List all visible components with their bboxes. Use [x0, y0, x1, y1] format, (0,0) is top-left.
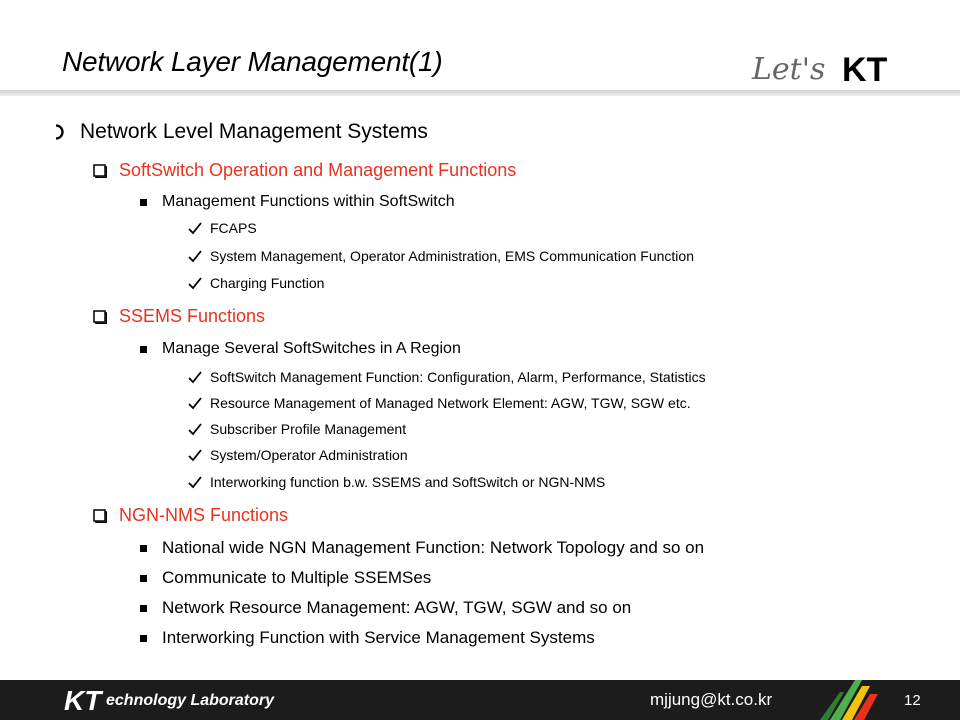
kt-technology-laboratory-logo [64, 685, 304, 715]
box-bullet-icon [93, 164, 107, 178]
square-bullet-icon [140, 199, 147, 206]
box-bullet-icon [93, 509, 107, 523]
check-icon [188, 395, 202, 411]
svg-text:KT: KT [842, 51, 888, 88]
circle-bullet-icon [48, 124, 64, 140]
svg-text:echnology Laboratory: echnology Laboratory [106, 692, 275, 709]
slide-title: Network Layer Management(1) [62, 46, 443, 77]
check-icon [188, 474, 202, 490]
slide-footer [0, 680, 960, 720]
check-icon [188, 275, 202, 291]
decorative-graphic-icon [800, 680, 900, 720]
check-icon [188, 248, 202, 264]
check-icon [188, 421, 202, 437]
square-bullet-icon [140, 635, 147, 642]
check-icon [188, 447, 202, 463]
square-bullet-icon [140, 575, 147, 582]
square-bullet-icon [140, 346, 147, 353]
box-bullet-icon [93, 310, 107, 324]
square-bullet-icon [140, 545, 147, 552]
svg-text:KT: KT [64, 685, 102, 715]
square-bullet-icon [140, 605, 147, 612]
footer-email: mjjung@kt.co.kr [650, 690, 773, 709]
page-number: 12 [904, 692, 921, 709]
check-icon [188, 220, 202, 236]
heading-text: Network Level Management Systems [80, 120, 428, 143]
check-icon [188, 369, 202, 385]
svg-text:Let's: Let's [752, 52, 826, 87]
slide-content: Network Level Management Systems SoftSwitch Operation and Management Functions Management Functions within SoftSwitch FCAPS System Management, Operator Administration, EMS Communication Function Charging Function SSEMS Functions Manage Several SoftSwitches in A Region SoftSwitch Management Function: Configuration, Alarm, Performance, Statistics Resource Management of Managed Network Element: AGW, TGW, SGW etc. Subscriber Profile Management System/Operator Administration Interworking function b.w. SSEMS and SoftSwitch or NGN-NMS NGN-NMS Functions National wide NGN Management Function: Network Topology and so on Communicate to Multiple SSEMSes Network Resource Management: AGW, TGW, SGW and so on Interworking Function with Service Management Systems [0, 0, 960, 720]
